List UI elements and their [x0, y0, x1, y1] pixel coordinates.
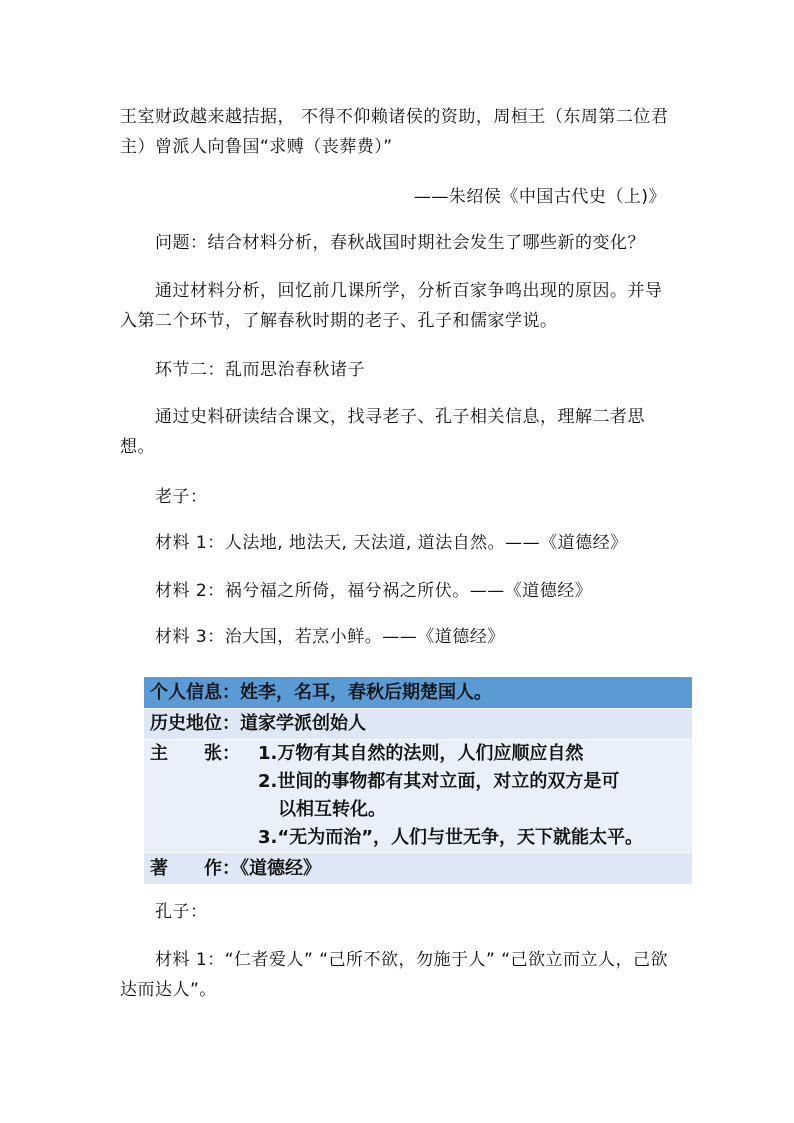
- laozi-material-1: 材料 1：人法地, 地法天, 天法道, 道法自然。——《道德经》: [155, 533, 628, 553]
- paragraph-analysis: 通过材料分析，回忆前几课所学，分析百家争鸣出现的原因。并导入第二个环节，了解春秋时期的老子、孔子和儒家学说。: [120, 281, 663, 331]
- claim-item-3: 3.“无为而治”，人们与世无争，天下就能太平。: [258, 827, 644, 848]
- paragraph-wangshi: 王室财政越来越拮据， 不得不仰赖诸侯的资助，周桓王（东周第二位君主）曾派人向鲁国“求赙（丧葬费）”: [120, 107, 669, 157]
- laozi-material-3: 材料 3：治大国，若烹小鲜。——《道德经》: [155, 627, 505, 647]
- claim-item-2-continued: 以相互转化。: [278, 799, 386, 820]
- laozi-heading: 老子：: [155, 487, 208, 507]
- kongzi-material-1: 材料 1：“仁者爱人” “己所不欲，勿施于人” “己欲立而立人，己欲达而达人”。: [120, 950, 669, 1000]
- works-label: 著 作：: [150, 858, 240, 879]
- claims-label: 主 张：: [150, 743, 240, 764]
- paragraph-method: 通过史料研读结合课文，找寻老子、孔子相关信息，理解二者思想。: [120, 407, 645, 457]
- status-label: 历史地位：: [150, 713, 240, 734]
- personal-label: 个人信息：: [150, 682, 240, 703]
- info-row-status: [144, 709, 692, 740]
- info-row-claims: [144, 740, 692, 853]
- source-citation: ——朱绍侯《中国古代史（上)》: [413, 187, 666, 207]
- section-heading-2: 环节二：乱而思治春秋诸子: [155, 360, 365, 380]
- info-row-personal: [144, 677, 692, 709]
- claim-item-1: 1.万物有其自然的法则，人们应顺应自然: [258, 743, 584, 764]
- personal-value: 姓李，名耳，春秋后期楚国人。: [240, 682, 492, 703]
- works-value: 《道德经》: [240, 858, 321, 879]
- laozi-material-2: 材料 2：祸兮福之所倚，福兮祸之所伏。——《道德经》: [155, 581, 593, 601]
- info-row-works: [144, 853, 692, 885]
- question-paragraph: 问题：结合材料分析，春秋战国时期社会发生了哪些新的变化？: [155, 233, 645, 253]
- kongzi-heading: 孔子：: [155, 902, 208, 922]
- laozi-info-table: [144, 677, 692, 884]
- status-value: 道家学派创始人: [240, 713, 366, 734]
- claim-item-2: 2.世间的事物都有其对立面，对立的双方是可: [258, 771, 620, 792]
